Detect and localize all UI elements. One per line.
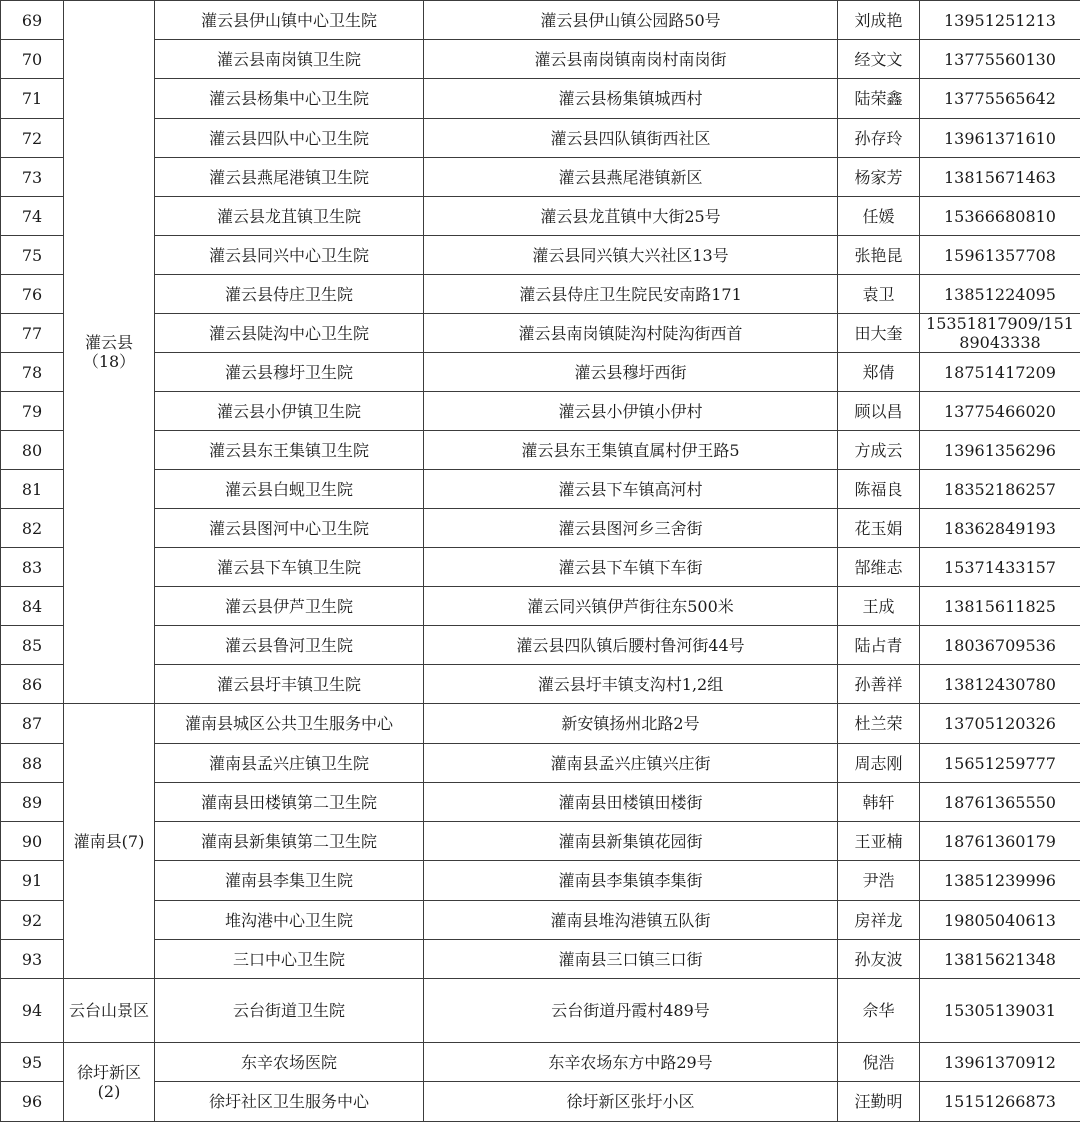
table-row: [1, 1043, 1080, 1082]
county-name: 徐圩新区: [76, 1063, 141, 1082]
address-cell: 灌南县新集镇花园街: [424, 822, 838, 861]
contact-person-cell: 田大奎: [838, 314, 920, 353]
contact-person-cell: 汪勤明: [838, 1082, 920, 1122]
row-number-cell: 83: [1, 548, 64, 587]
row-number-cell: 89: [1, 783, 64, 822]
hospital-name-cell: 灌南县田楼镇第二卫生院: [155, 783, 424, 822]
hospital-name-cell: 灌南县新集镇第二卫生院: [155, 822, 424, 861]
table-row: [1, 197, 1080, 236]
address-cell: 灌云同兴镇伊芦街往东500米: [424, 587, 838, 626]
table-row: [1, 744, 1080, 783]
county-cell: [64, 1, 155, 704]
address-cell: 灌云县侍庄卫生院民安南路171: [424, 275, 838, 314]
address-cell: 云台街道丹霞村489号: [424, 979, 838, 1043]
contact-person-cell: 顾以昌: [838, 392, 920, 431]
phone-cell: 19805040613: [920, 901, 1080, 940]
address-cell: 灌云县南岗镇南岗村南岗街: [424, 40, 838, 79]
phone-cell: 13812430780: [920, 665, 1080, 704]
address-cell: 灌云县同兴镇大兴社区13号: [424, 236, 838, 275]
address-cell: 灌云县穆圩西街: [424, 353, 838, 392]
row-number-cell: 79: [1, 392, 64, 431]
hospital-name-cell: 灌云县南岗镇卫生院: [155, 40, 424, 79]
phone-cell: 13815611825: [920, 587, 1080, 626]
phone-cell: 13775565642: [920, 79, 1080, 119]
address-cell: 灌南县田楼镇田楼街: [424, 783, 838, 822]
contact-person-cell: 孙友波: [838, 940, 920, 979]
hospital-name-cell: 灌云县杨集中心卫生院: [155, 79, 424, 119]
phone-cell: 15651259777: [920, 744, 1080, 783]
phone-cell: 13775466020: [920, 392, 1080, 431]
table-row: [1, 392, 1080, 431]
row-number-cell: 94: [1, 979, 64, 1043]
contact-person-cell: 陈福良: [838, 470, 920, 509]
table-row: [1, 314, 1080, 353]
contact-person-cell: 刘成艳: [838, 1, 920, 40]
hospital-name-cell: 灌云县穆圩卫生院: [155, 353, 424, 392]
row-number-cell: 81: [1, 470, 64, 509]
contact-person-cell: 王亚楠: [838, 822, 920, 861]
phone-cell: 13815671463: [920, 158, 1080, 197]
address-cell: 新安镇扬州北路2号: [424, 704, 838, 744]
row-number-cell: 95: [1, 1043, 64, 1082]
contact-person-cell: 孙存玲: [838, 119, 920, 158]
phone-cell: 13961371610: [920, 119, 1080, 158]
row-number-cell: 92: [1, 901, 64, 940]
table-row: [1, 119, 1080, 158]
county-cell: [64, 1043, 155, 1122]
hospital-name-cell: 灌云县白蚬卫生院: [155, 470, 424, 509]
phone-cell: 13815621348: [920, 940, 1080, 979]
phone-cell: 13851224095: [920, 275, 1080, 314]
table-row: [1, 40, 1080, 79]
table-row: [1, 822, 1080, 861]
hospital-name-cell: 灌云县同兴中心卫生院: [155, 236, 424, 275]
address-cell: 灌云县小伊镇小伊村: [424, 392, 838, 431]
contact-person-cell: 房祥龙: [838, 901, 920, 940]
hospital-name-cell: 灌云县龙苴镇卫生院: [155, 197, 424, 236]
hospital-name-cell: 灌云县伊山镇中心卫生院: [155, 1, 424, 40]
hospital-name-cell: 灌云县小伊镇卫生院: [155, 392, 424, 431]
phone-cell: 15305139031: [920, 979, 1080, 1043]
phone-cell: 15151266873: [920, 1082, 1080, 1122]
table-row: [1, 783, 1080, 822]
row-number-cell: 80: [1, 431, 64, 470]
row-number-cell: 90: [1, 822, 64, 861]
phone-cell: 13951251213: [920, 1, 1080, 40]
contact-person-cell: 郜维志: [838, 548, 920, 587]
phone-cell: 15961357708: [920, 236, 1080, 275]
county-count: (2): [97, 1082, 121, 1101]
address-cell: 灌云县下车镇高河村: [424, 470, 838, 509]
table-row: [1, 431, 1080, 470]
hospital-name-cell: 堆沟港中心卫生院: [155, 901, 424, 940]
table-row: [1, 353, 1080, 392]
row-number-cell: 96: [1, 1082, 64, 1122]
phone-cell: 15351817909/15189043338: [920, 314, 1080, 353]
row-number-cell: 82: [1, 509, 64, 548]
row-number-cell: 93: [1, 940, 64, 979]
county-name: 灌云县: [84, 333, 133, 352]
row-number-cell: 72: [1, 119, 64, 158]
table-row: [1, 548, 1080, 587]
address-cell: 灌云县四队镇街西社区: [424, 119, 838, 158]
address-cell: 灌云县四队镇后腰村鲁河街44号: [424, 626, 838, 665]
hospital-name-cell: 灌云县东王集镇卫生院: [155, 431, 424, 470]
phone-cell: 18761360179: [920, 822, 1080, 861]
county-cell: [64, 704, 155, 979]
hospital-name-cell: 云台街道卫生院: [155, 979, 424, 1043]
hospital-name-cell: 东辛农场医院: [155, 1043, 424, 1082]
phone-cell: 15366680810: [920, 197, 1080, 236]
contact-person-cell: 袁卫: [838, 275, 920, 314]
county-count: （18）: [82, 352, 136, 371]
hospital-name-cell: 灌云县侍庄卫生院: [155, 275, 424, 314]
row-number-cell: 69: [1, 1, 64, 40]
hospital-name-cell: 灌云县鲁河卫生院: [155, 626, 424, 665]
contact-person-cell: 张艳昆: [838, 236, 920, 275]
table-row: [1, 704, 1080, 744]
address-cell: 灌云县南岗镇陡沟村陡沟街西首: [424, 314, 838, 353]
row-number-cell: 75: [1, 236, 64, 275]
county-name: 云台山景区: [68, 1001, 149, 1020]
county-name: 灌南县(7): [73, 831, 145, 851]
hospital-name-cell: 徐圩社区卫生服务中心: [155, 1082, 424, 1122]
contact-person-cell: 周志刚: [838, 744, 920, 783]
phone-cell: 13961370912: [920, 1043, 1080, 1082]
hospital-name-cell: 三口中心卫生院: [155, 940, 424, 979]
row-number-cell: 71: [1, 79, 64, 119]
contact-person-cell: 郑倩: [838, 353, 920, 392]
row-number-cell: 73: [1, 158, 64, 197]
row-number-cell: 88: [1, 744, 64, 783]
contact-person-cell: 杜兰荣: [838, 704, 920, 744]
contact-person-cell: 韩轩: [838, 783, 920, 822]
table-row: [1, 861, 1080, 901]
hospital-name-cell: 灌云县陡沟中心卫生院: [155, 314, 424, 353]
address-cell: 灌云县下车镇下车街: [424, 548, 838, 587]
contact-person-cell: 陆荣鑫: [838, 79, 920, 119]
address-cell: 灌云县杨集镇城西村: [424, 79, 838, 119]
table-row: [1, 626, 1080, 665]
phone-cell: 13775560130: [920, 40, 1080, 79]
address-cell: 灌云县龙苴镇中大街25号: [424, 197, 838, 236]
row-number-cell: 78: [1, 353, 64, 392]
address-cell: 灌南县三口镇三口街: [424, 940, 838, 979]
contact-person-cell: 花玉娟: [838, 509, 920, 548]
address-cell: 灌云县图河乡三舍街: [424, 509, 838, 548]
table-row: [1, 275, 1080, 314]
contact-person-cell: 陆占青: [838, 626, 920, 665]
row-number-cell: 86: [1, 665, 64, 704]
table-row: [1, 940, 1080, 979]
contact-person-cell: 杨家芳: [838, 158, 920, 197]
table-row: [1, 470, 1080, 509]
table-row: [1, 979, 1080, 1043]
phone-cell: 18751417209: [920, 353, 1080, 392]
address-cell: 灌南县堆沟港镇五队街: [424, 901, 838, 940]
table-row: [1, 1082, 1080, 1122]
row-number-cell: 85: [1, 626, 64, 665]
phone-cell: 13851239996: [920, 861, 1080, 901]
phone-cell: 13705120326: [920, 704, 1080, 744]
row-number-cell: 84: [1, 587, 64, 626]
contact-person-cell: 佘华: [838, 979, 920, 1043]
table-row: [1, 236, 1080, 275]
contact-person-cell: 任媛: [838, 197, 920, 236]
table-row: [1, 509, 1080, 548]
address-cell: 灌云县燕尾港镇新区: [424, 158, 838, 197]
hospital-name-cell: 灌云县图河中心卫生院: [155, 509, 424, 548]
address-cell: 灌云县圩丰镇支沟村1,2组: [424, 665, 838, 704]
table-row: [1, 1, 1080, 40]
hospital-name-cell: 灌南县城区公共卫生服务中心: [155, 704, 424, 744]
address-cell: 灌云县东王集镇直属村伊王路5: [424, 431, 838, 470]
contact-person-cell: 经文文: [838, 40, 920, 79]
hospital-name-cell: 灌云县圩丰镇卫生院: [155, 665, 424, 704]
table-row: [1, 587, 1080, 626]
row-number-cell: 91: [1, 861, 64, 901]
address-cell: 徐圩新区张圩小区: [424, 1082, 838, 1122]
phone-cell: 18362849193: [920, 509, 1080, 548]
hospital-name-cell: 灌云县下车镇卫生院: [155, 548, 424, 587]
phone-cell: 18352186257: [920, 470, 1080, 509]
contact-person-cell: 方成云: [838, 431, 920, 470]
hospital-name-cell: 灌云县四队中心卫生院: [155, 119, 424, 158]
row-number-cell: 70: [1, 40, 64, 79]
address-cell: 灌南县孟兴庄镇兴庄街: [424, 744, 838, 783]
table-row: [1, 901, 1080, 940]
phone-cell: 13961356296: [920, 431, 1080, 470]
hospital-name-cell: 灌云县伊芦卫生院: [155, 587, 424, 626]
address-cell: 东辛农场东方中路29号: [424, 1043, 838, 1082]
phone-cell: 18761365550: [920, 783, 1080, 822]
address-cell: 灌云县伊山镇公园路50号: [424, 1, 838, 40]
table-row: [1, 665, 1080, 704]
contact-person-cell: 孙善祥: [838, 665, 920, 704]
hospital-name-cell: 灌南县李集卫生院: [155, 861, 424, 901]
contact-person-cell: 倪浩: [838, 1043, 920, 1082]
table-row: [1, 158, 1080, 197]
contact-person-cell: 王成: [838, 587, 920, 626]
table-row: [1, 79, 1080, 119]
row-number-cell: 77: [1, 314, 64, 353]
hospital-name-cell: 灌南县孟兴庄镇卫生院: [155, 744, 424, 783]
phone-cell: 18036709536: [920, 626, 1080, 665]
hospital-name-cell: 灌云县燕尾港镇卫生院: [155, 158, 424, 197]
phone-cell: 15371433157: [920, 548, 1080, 587]
contact-person-cell: 尹浩: [838, 861, 920, 901]
row-number-cell: 74: [1, 197, 64, 236]
row-number-cell: 87: [1, 704, 64, 744]
row-number-cell: 76: [1, 275, 64, 314]
county-cell: [64, 979, 155, 1043]
address-cell: 灌南县李集镇李集街: [424, 861, 838, 901]
